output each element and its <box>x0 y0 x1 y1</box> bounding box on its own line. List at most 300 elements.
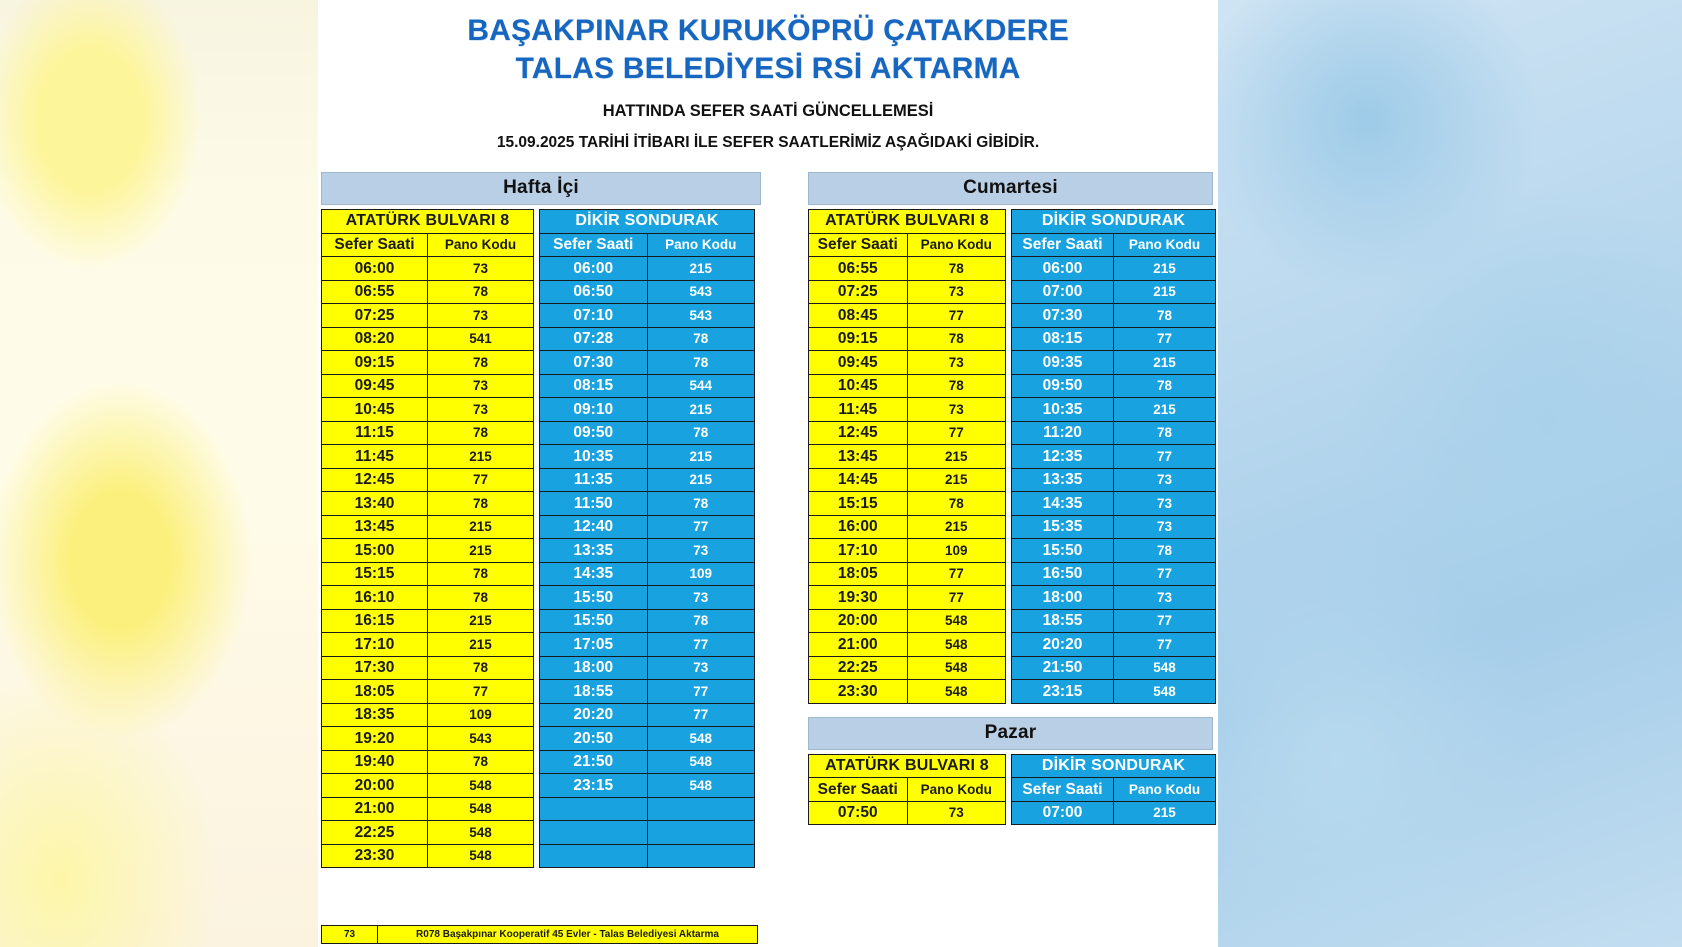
table-row <box>322 280 534 304</box>
cell-board-code: 78 <box>428 280 534 304</box>
cell-board-code: 73 <box>1114 468 1216 492</box>
table-row <box>322 445 534 469</box>
cell-board-code: 78 <box>1114 304 1216 328</box>
day-banner-sunday: Pazar <box>808 717 1213 750</box>
cell-departure-time: 13:35 <box>1012 468 1114 492</box>
cell-board-code: 548 <box>647 727 755 751</box>
day-banner-saturday: Cumartesi <box>808 172 1213 205</box>
cell-departure-time: 08:15 <box>1012 327 1114 351</box>
table-row <box>1012 680 1216 704</box>
cell-board-code: 544 <box>647 374 755 398</box>
cell-board-code: 77 <box>1114 327 1216 351</box>
stop-name-header: ATATÜRK BULVARI 8 <box>809 754 1006 778</box>
table-row <box>540 727 755 751</box>
table-row <box>322 351 534 375</box>
poster-card <box>318 0 1218 947</box>
cell-board-code: 215 <box>1114 257 1216 281</box>
cell-departure-time: 20:00 <box>809 609 908 633</box>
table-row <box>540 609 755 633</box>
cell-departure-time: 12:40 <box>540 515 648 539</box>
cell-board-code: 73 <box>428 257 534 281</box>
cell-board-code: 109 <box>907 539 1006 563</box>
cell-board-code: 548 <box>1114 680 1216 704</box>
cell-departure-time: 06:00 <box>1012 257 1114 281</box>
cell-board-code: 109 <box>647 562 755 586</box>
stop-name-header: ATATÜRK BULVARI 8 <box>809 210 1006 234</box>
cell-board-code: 215 <box>907 468 1006 492</box>
table-row <box>322 844 534 868</box>
table-row <box>540 797 755 821</box>
cell-board-code: 77 <box>907 421 1006 445</box>
table-row <box>322 703 534 727</box>
cell-board-code: 78 <box>428 492 534 516</box>
table-row <box>540 821 755 845</box>
cell-departure-time: 17:10 <box>809 539 908 563</box>
cell-board-code: 548 <box>1114 656 1216 680</box>
table-row <box>540 633 755 657</box>
sunday-ataturk-bulvari-table <box>808 754 1006 826</box>
cell-board-code: 78 <box>428 421 534 445</box>
column-header-time: Sefer Saati <box>540 233 648 257</box>
cell-departure-time: 11:35 <box>540 468 648 492</box>
effective-date-notice: 15.09.2025 TARİHİ İTİBARI İLE SEFER SAATLERİMİZ AŞAĞIDAKİ GİBİDİR. <box>496 133 1040 151</box>
cell-board-code: 543 <box>428 727 534 751</box>
table-row <box>322 656 534 680</box>
cell-board-code: 77 <box>1114 562 1216 586</box>
cell-board-code: 78 <box>428 656 534 680</box>
table-row <box>1012 257 1216 281</box>
table-row <box>540 562 755 586</box>
cell-departure-time: 11:20 <box>1012 421 1114 445</box>
cell-board-code: 73 <box>907 280 1006 304</box>
table-row <box>809 680 1006 704</box>
cell-departure-time: 17:10 <box>322 633 428 657</box>
column-header-time: Sefer Saati <box>809 778 908 802</box>
cell-departure-time: 07:30 <box>1012 304 1114 328</box>
table-row <box>1012 280 1216 304</box>
saturday-dikir-sondurak-table <box>1011 209 1216 704</box>
table-row <box>809 327 1006 351</box>
table-row <box>322 750 534 774</box>
route-legend <box>321 925 758 944</box>
cell-departure-time: 08:45 <box>809 304 908 328</box>
cell-departure-time: 18:35 <box>322 703 428 727</box>
cell-board-code: 215 <box>647 445 755 469</box>
cell-board-code: 73 <box>647 586 755 610</box>
table-row <box>809 492 1006 516</box>
table-row <box>1012 398 1216 422</box>
table-row <box>322 821 534 845</box>
table-row <box>1012 327 1216 351</box>
cell-board-code: 215 <box>428 633 534 657</box>
table-row <box>1012 801 1216 825</box>
table-row <box>540 304 755 328</box>
cell-board-code: 77 <box>907 304 1006 328</box>
saturday-yellow-rows <box>809 257 1006 704</box>
cell-departure-time: 07:50 <box>809 801 908 825</box>
table-head-stop <box>1012 210 1216 234</box>
table-row <box>809 539 1006 563</box>
cell-board-code: 548 <box>907 609 1006 633</box>
cell-departure-time: 21:50 <box>540 750 648 774</box>
cell-departure-time: 19:30 <box>809 586 908 610</box>
table-row <box>322 539 534 563</box>
cell-board-code: 215 <box>428 539 534 563</box>
cell-departure-time: 19:20 <box>322 727 428 751</box>
cell-departure-time: 14:45 <box>809 468 908 492</box>
legend-route-description: R078 Başakpınar Kooperatif 45 Evler - Talas Belediyesi Aktarma <box>378 925 758 944</box>
table-row <box>809 609 1006 633</box>
table-row <box>322 727 534 751</box>
cell-board-code: 73 <box>907 351 1006 375</box>
table-head-stop <box>809 754 1006 778</box>
table-row <box>1012 492 1216 516</box>
cell-departure-time: 23:15 <box>540 774 648 798</box>
cell-board-code: 73 <box>428 374 534 398</box>
cell-departure-time: 23:15 <box>1012 680 1114 704</box>
table-row <box>1012 421 1216 445</box>
cell-board-code: 215 <box>1114 351 1216 375</box>
table-row <box>540 492 755 516</box>
cell-departure-time: 09:35 <box>1012 351 1114 375</box>
cell-board-code: 78 <box>907 327 1006 351</box>
cell-departure-time: 15:50 <box>540 609 648 633</box>
table-row <box>322 374 534 398</box>
weekday-column <box>318 172 761 868</box>
page-title-line-1: BAŞAKPINAR KURUKÖPRÜ ÇATAKDERE <box>467 14 1069 47</box>
table-row <box>540 656 755 680</box>
cell-departure-time: 20:20 <box>1012 633 1114 657</box>
stop-name-header: DİKİR SONDURAK <box>540 210 755 234</box>
table-row <box>1012 351 1216 375</box>
table-row <box>540 327 755 351</box>
cell-departure-time: 20:50 <box>540 727 648 751</box>
cell-departure-time: 15:50 <box>540 586 648 610</box>
cell-departure-time: 21:00 <box>322 797 428 821</box>
cell-departure-time: 15:15 <box>809 492 908 516</box>
schedule-columns <box>318 172 1218 868</box>
cell-board-code: 215 <box>428 445 534 469</box>
cell-board-code: 77 <box>1114 609 1216 633</box>
cell-board-code: 78 <box>647 492 755 516</box>
cell-departure-time: 16:50 <box>1012 562 1114 586</box>
table-row <box>540 586 755 610</box>
cell-board-code: 77 <box>647 633 755 657</box>
table-row <box>540 468 755 492</box>
table-head-stop <box>540 210 755 234</box>
cell-departure-time: 13:35 <box>540 539 648 563</box>
cell-departure-time: 18:55 <box>1012 609 1114 633</box>
cell-departure-time: 14:35 <box>540 562 648 586</box>
cell-board-code: 78 <box>647 421 755 445</box>
cell-board-code: 77 <box>907 586 1006 610</box>
cell-departure-time: 13:45 <box>322 515 428 539</box>
cell-board-code: 77 <box>428 468 534 492</box>
cell-departure-time: 18:55 <box>540 680 648 704</box>
cell-board-code: 215 <box>647 398 755 422</box>
table-row <box>322 562 534 586</box>
column-header-code: Pano Kodu <box>428 233 534 257</box>
table-row <box>540 515 755 539</box>
cell-board-code: 73 <box>647 656 755 680</box>
cell-board-code <box>647 797 755 821</box>
weekday-yellow-rows <box>322 257 534 868</box>
cell-board-code: 73 <box>1114 515 1216 539</box>
table-row <box>540 844 755 868</box>
table-row <box>809 562 1006 586</box>
cell-departure-time: 07:00 <box>1012 801 1114 825</box>
cell-departure-time: 22:25 <box>322 821 428 845</box>
table-row <box>540 445 755 469</box>
cell-departure-time: 18:05 <box>322 680 428 704</box>
cell-board-code: 78 <box>428 750 534 774</box>
sunday-blue-rows <box>1012 801 1216 825</box>
cell-board-code: 548 <box>907 633 1006 657</box>
table-row <box>322 398 534 422</box>
table-row <box>322 586 534 610</box>
cell-board-code: 78 <box>1114 374 1216 398</box>
cell-departure-time <box>540 821 648 845</box>
column-header-code: Pano Kodu <box>907 233 1006 257</box>
legend-code: 73 <box>321 925 378 944</box>
table-row <box>1012 374 1216 398</box>
table-head-stop <box>809 210 1006 234</box>
table-row <box>540 257 755 281</box>
stop-name-header: ATATÜRK BULVARI 8 <box>322 210 534 234</box>
cell-departure-time: 06:00 <box>322 257 428 281</box>
table-row <box>1012 656 1216 680</box>
table-row <box>1012 304 1216 328</box>
table-row <box>322 468 534 492</box>
column-header-code: Pano Kodu <box>1114 233 1216 257</box>
cell-departure-time: 08:20 <box>322 327 428 351</box>
cell-board-code: 543 <box>647 280 755 304</box>
table-row <box>540 774 755 798</box>
cell-departure-time: 21:50 <box>1012 656 1114 680</box>
table-row <box>809 398 1006 422</box>
cell-board-code: 78 <box>428 562 534 586</box>
cell-board-code: 78 <box>907 257 1006 281</box>
cell-departure-time: 07:28 <box>540 327 648 351</box>
weekday-tables <box>321 209 761 868</box>
cell-departure-time: 07:10 <box>540 304 648 328</box>
cell-departure-time: 11:45 <box>809 398 908 422</box>
cell-departure-time: 16:15 <box>322 609 428 633</box>
cell-board-code: 548 <box>647 750 755 774</box>
sunday-yellow-rows <box>809 801 1006 825</box>
cell-board-code: 215 <box>1114 398 1216 422</box>
table-row <box>1012 633 1216 657</box>
table-row <box>540 750 755 774</box>
cell-departure-time: 07:25 <box>322 304 428 328</box>
table-row <box>809 801 1006 825</box>
table-row <box>322 680 534 704</box>
cell-departure-time: 19:40 <box>322 750 428 774</box>
table-row <box>540 374 755 398</box>
cell-departure-time: 23:30 <box>322 844 428 868</box>
cell-departure-time: 12:35 <box>1012 445 1114 469</box>
table-row <box>1012 586 1216 610</box>
weekend-column <box>761 172 1218 868</box>
cell-board-code: 215 <box>907 515 1006 539</box>
cell-board-code: 215 <box>1114 801 1216 825</box>
cell-departure-time: 07:30 <box>540 351 648 375</box>
cell-departure-time: 07:25 <box>809 280 908 304</box>
table-row <box>322 492 534 516</box>
cell-departure-time: 09:10 <box>540 398 648 422</box>
cell-board-code: 77 <box>1114 633 1216 657</box>
table-row <box>322 609 534 633</box>
cell-board-code: 78 <box>907 374 1006 398</box>
cell-departure-time: 09:45 <box>322 374 428 398</box>
cell-board-code: 77 <box>647 515 755 539</box>
table-row <box>322 421 534 445</box>
column-header-time: Sefer Saati <box>322 233 428 257</box>
table-row <box>322 327 534 351</box>
cell-departure-time: 23:30 <box>809 680 908 704</box>
table-row <box>322 774 534 798</box>
background-right-gradient <box>1218 0 1682 947</box>
table-head-stop <box>322 210 534 234</box>
cell-departure-time: 06:55 <box>809 257 908 281</box>
cell-departure-time: 15:15 <box>322 562 428 586</box>
table-row <box>1012 562 1216 586</box>
table-row <box>1012 445 1216 469</box>
stop-name-header: DİKİR SONDURAK <box>1012 210 1216 234</box>
cell-board-code: 215 <box>1114 280 1216 304</box>
cell-board-code: 548 <box>907 680 1006 704</box>
cell-board-code: 215 <box>428 609 534 633</box>
table-row <box>322 304 534 328</box>
table-row <box>809 280 1006 304</box>
cell-departure-time: 09:45 <box>809 351 908 375</box>
table-head-cols <box>1012 233 1216 257</box>
cell-board-code: 78 <box>1114 421 1216 445</box>
table-row <box>809 656 1006 680</box>
cell-board-code: 77 <box>1114 445 1216 469</box>
table-row <box>540 539 755 563</box>
table-row <box>540 398 755 422</box>
table-row <box>809 374 1006 398</box>
cell-departure-time: 22:25 <box>809 656 908 680</box>
cell-departure-time: 06:00 <box>540 257 648 281</box>
cell-board-code: 215 <box>907 445 1006 469</box>
cell-board-code: 78 <box>647 351 755 375</box>
cell-board-code: 78 <box>647 609 755 633</box>
cell-board-code: 77 <box>647 680 755 704</box>
table-head-cols <box>809 778 1006 802</box>
table-row <box>809 421 1006 445</box>
sunday-tables <box>808 754 1218 826</box>
saturday-ataturk-bulvari-table <box>808 209 1006 704</box>
table-row <box>809 468 1006 492</box>
cell-board-code: 541 <box>428 327 534 351</box>
cell-board-code <box>647 844 755 868</box>
cell-departure-time: 06:55 <box>322 280 428 304</box>
cell-departure-time: 18:00 <box>1012 586 1114 610</box>
table-row <box>540 421 755 445</box>
cell-departure-time: 10:35 <box>540 445 648 469</box>
cell-departure-time <box>540 797 648 821</box>
table-row <box>809 633 1006 657</box>
cell-board-code: 548 <box>428 797 534 821</box>
cell-departure-time: 17:05 <box>540 633 648 657</box>
cell-departure-time: 13:40 <box>322 492 428 516</box>
cell-board-code <box>647 821 755 845</box>
table-row <box>322 515 534 539</box>
cell-departure-time: 10:35 <box>1012 398 1114 422</box>
table-row <box>322 633 534 657</box>
table-row <box>1012 468 1216 492</box>
cell-board-code: 548 <box>907 656 1006 680</box>
column-header-code: Pano Kodu <box>907 778 1006 802</box>
table-head-cols <box>809 233 1006 257</box>
cell-board-code: 73 <box>907 398 1006 422</box>
table-row <box>1012 515 1216 539</box>
weekday-blue-rows <box>540 257 755 868</box>
cell-board-code: 77 <box>647 703 755 727</box>
day-banner-weekday: Hafta İçi <box>321 172 761 205</box>
cell-board-code: 77 <box>907 562 1006 586</box>
cell-departure-time: 16:00 <box>809 515 908 539</box>
cell-departure-time: 11:50 <box>540 492 648 516</box>
table-row <box>540 680 755 704</box>
day-block-saturday <box>808 172 1218 704</box>
table-row <box>322 797 534 821</box>
table-row <box>809 445 1006 469</box>
cell-departure-time: 15:35 <box>1012 515 1114 539</box>
table-head-stop <box>1012 754 1216 778</box>
saturday-blue-rows <box>1012 257 1216 704</box>
page-subtitle: HATTINDA SEFER SAATİ GÜNCELLEMESİ <box>602 101 934 120</box>
table-row <box>809 515 1006 539</box>
stop-name-header: DİKİR SONDURAK <box>1012 754 1216 778</box>
cell-departure-time: 11:45 <box>322 445 428 469</box>
cell-departure-time: 09:15 <box>809 327 908 351</box>
cell-departure-time: 17:30 <box>322 656 428 680</box>
column-header-time: Sefer Saati <box>1012 778 1114 802</box>
cell-departure-time: 16:10 <box>322 586 428 610</box>
cell-board-code: 548 <box>428 774 534 798</box>
cell-departure-time <box>540 844 648 868</box>
table-row <box>1012 539 1216 563</box>
table-row <box>1012 609 1216 633</box>
day-block-weekday <box>321 172 761 868</box>
cell-board-code: 73 <box>428 304 534 328</box>
table-row <box>809 304 1006 328</box>
cell-departure-time: 09:50 <box>1012 374 1114 398</box>
cell-board-code: 215 <box>647 257 755 281</box>
table-row <box>322 257 534 281</box>
table-head-cols <box>322 233 534 257</box>
cell-board-code: 548 <box>428 844 534 868</box>
cell-departure-time: 15:50 <box>1012 539 1114 563</box>
weekday-dikir-sondurak-table <box>539 209 755 868</box>
cell-board-code: 73 <box>1114 492 1216 516</box>
sunday-dikir-sondurak-table <box>1011 754 1216 826</box>
cell-departure-time: 11:15 <box>322 421 428 445</box>
cell-departure-time: 12:45 <box>322 468 428 492</box>
cell-departure-time: 12:45 <box>809 421 908 445</box>
cell-departure-time: 09:50 <box>540 421 648 445</box>
cell-board-code: 548 <box>647 774 755 798</box>
page-title <box>318 12 1218 89</box>
cell-board-code: 215 <box>428 515 534 539</box>
cell-board-code: 215 <box>647 468 755 492</box>
cell-board-code: 77 <box>428 680 534 704</box>
cell-departure-time: 10:45 <box>809 374 908 398</box>
cell-board-code: 78 <box>428 351 534 375</box>
